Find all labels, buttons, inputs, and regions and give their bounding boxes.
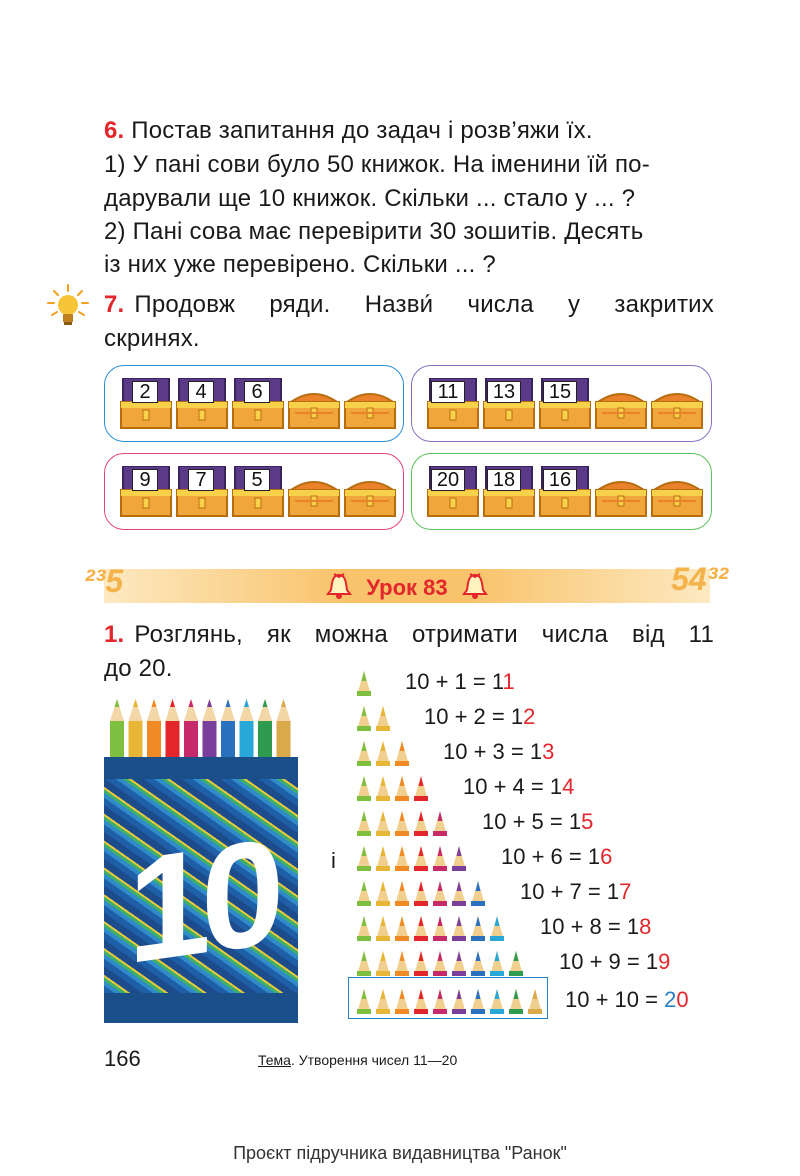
- pencil-icon: [357, 916, 371, 941]
- equation-ones-digit: 1: [502, 669, 515, 694]
- task1-text: Розглянь, як можна отримати числа від 11: [134, 621, 714, 648]
- chest-number: 4: [188, 381, 214, 403]
- pencil-icon: [376, 951, 390, 976]
- equation-ones-digit: 0: [676, 987, 689, 1012]
- pencil-icon: [395, 741, 409, 766]
- lesson-banner: [84, 561, 728, 603]
- box-pencil: [147, 699, 161, 765]
- open-chest: [426, 466, 480, 518]
- pencil-icon: [395, 916, 409, 941]
- open-chest: [119, 466, 173, 518]
- chest-number: 5: [244, 469, 270, 491]
- pencil-icon: [452, 846, 466, 871]
- pencil-row: [356, 667, 379, 697]
- open-chest: [175, 378, 229, 430]
- pencil-icon: [357, 671, 371, 696]
- box-pencil: [166, 699, 180, 765]
- closed-chest: [650, 378, 704, 430]
- pencil-icon: [395, 776, 409, 801]
- pencil-icon: [433, 846, 447, 871]
- pencil-icon: [490, 916, 504, 941]
- box-pencil: [129, 699, 143, 765]
- equation-ones-digit: 6: [600, 844, 613, 869]
- equation-ones-digit: 3: [542, 739, 555, 764]
- pencil-icon: [433, 811, 447, 836]
- pencil-icon: [471, 951, 485, 976]
- pencil-icon: [376, 811, 390, 836]
- equation: [443, 739, 554, 765]
- bell-icon: [462, 572, 488, 600]
- closed-chest: [594, 466, 648, 518]
- equation-text: 10 + 6 = 1: [501, 844, 601, 869]
- equation-ones-digit: 8: [639, 914, 652, 939]
- chest-group: [411, 453, 712, 530]
- chest-number: 15: [543, 381, 577, 403]
- pencil-icon: [471, 881, 485, 906]
- equation-tens-digit: 2: [664, 987, 677, 1012]
- equation-text: 10 + 3 = 1: [443, 739, 543, 764]
- pencil-icon: [433, 951, 447, 976]
- chest-number: 2: [132, 381, 158, 403]
- box-pencil: [221, 699, 235, 765]
- chest-group: [411, 365, 712, 442]
- chest-number: 18: [487, 469, 521, 491]
- pencil-icon: [414, 916, 428, 941]
- pencil-row: [356, 877, 493, 907]
- pencil-icon: [376, 881, 390, 906]
- topic-text: . Утворення чисел 11—20: [290, 1052, 458, 1068]
- task6-problem1-line1: 1) У пані сови було 50 книжок. На іменини їй по-: [104, 151, 650, 178]
- open-chest: [426, 378, 480, 430]
- publisher-text: Проєкт підручника видавництва "Ранок": [233, 1143, 567, 1163]
- pencil-icon: [452, 916, 466, 941]
- pencil-row: [356, 912, 512, 942]
- pencil-icon: [414, 846, 428, 871]
- equation-ones-digit: 7: [619, 879, 632, 904]
- pencil-icon: [357, 741, 371, 766]
- equation-ones-digit: 2: [523, 704, 536, 729]
- pencil-box: [104, 695, 298, 1023]
- pencil-icon: [357, 706, 371, 731]
- box-pencil: [277, 699, 291, 765]
- chest-number: 6: [244, 381, 270, 403]
- page-number: 166: [104, 1046, 141, 1071]
- closed-chest: [594, 378, 648, 430]
- chest-group: [104, 365, 404, 442]
- box-pencil: [110, 699, 124, 765]
- banner-left-deco: ²³5: [84, 563, 124, 599]
- task6-number: 6.: [104, 117, 125, 144]
- pencil-row: [356, 702, 398, 732]
- open-chest: [538, 378, 592, 430]
- equation-ones-digit: 5: [581, 809, 594, 834]
- task1-number: 1.: [104, 621, 125, 648]
- open-chest: [175, 466, 229, 518]
- equation: [559, 949, 670, 975]
- chest-group: [104, 453, 404, 530]
- chest-number: 11: [431, 381, 465, 403]
- pencil-row: [356, 772, 436, 802]
- equation-text: 10 + 1 = 1: [405, 669, 503, 694]
- chest-number: 7: [188, 469, 214, 491]
- open-chest: [538, 466, 592, 518]
- equation-text: 10 + 7 = 1: [520, 879, 620, 904]
- task7-text: Продовж ряди. Назви́ числа у закритих: [134, 291, 714, 318]
- pencil-icon: [414, 776, 428, 801]
- pencil-icon: [414, 881, 428, 906]
- task6-problem2-line1: 2) Пані сова має перевірити 30 зошитів. Десять: [104, 218, 644, 245]
- closed-chest: [287, 466, 341, 518]
- pencil-icon: [395, 811, 409, 836]
- banner-right-deco: 54³²: [671, 561, 728, 597]
- pencil-row: [356, 842, 474, 872]
- open-chest: [482, 466, 536, 518]
- pencil-icon: [376, 741, 390, 766]
- box-pencil: [184, 699, 198, 765]
- pencil-icon: [395, 951, 409, 976]
- open-chest: [119, 378, 173, 430]
- task7-line2: скринях.: [104, 325, 200, 352]
- task1-line2: до 20.: [104, 655, 173, 682]
- equation: [405, 669, 515, 695]
- pencil-icon: [357, 951, 371, 976]
- equation-text: 10 + 5 = 1: [482, 809, 582, 834]
- open-chest: [231, 466, 285, 518]
- task6-problem2-line2: із них уже перевірено. Скільки ... ?: [104, 251, 496, 278]
- equation: [424, 704, 535, 730]
- closed-chest: [343, 466, 397, 518]
- pencil-row: [356, 947, 531, 977]
- pencil-icon: [376, 706, 390, 731]
- box-number: 10: [127, 806, 275, 996]
- box-pencil: [258, 699, 272, 765]
- equation-text: 10 + 2 = 1: [424, 704, 524, 729]
- box-pencils: [104, 695, 298, 765]
- task7-line1: [104, 291, 714, 319]
- equation: [463, 774, 574, 800]
- pencil-icon: [414, 951, 428, 976]
- equation: [565, 987, 689, 1013]
- and-word: і: [331, 848, 336, 873]
- topic-label: Тема: [258, 1052, 291, 1068]
- equation: [482, 809, 593, 835]
- lesson-title: Урок 83: [366, 575, 448, 600]
- closed-chest: [343, 378, 397, 430]
- pencil-icon: [452, 881, 466, 906]
- pencil-icon: [376, 846, 390, 871]
- pencil-icon: [452, 951, 466, 976]
- equation-text: 10 + 4 = 1: [463, 774, 563, 799]
- pencil-icon: [357, 811, 371, 836]
- chest-number: 16: [543, 469, 577, 491]
- equation-text: 10 + 8 = 1: [540, 914, 640, 939]
- box-pencil: [203, 699, 217, 765]
- pencil-icon: [414, 811, 428, 836]
- pencil-icon: [376, 916, 390, 941]
- equation: [540, 914, 651, 940]
- equation: [520, 879, 631, 905]
- bell-icon: [326, 572, 352, 600]
- task6-problem1-line2: дарували ще 10 книжок. Скільки ... стало у ... ?: [104, 185, 636, 212]
- pencil-icon: [509, 951, 523, 976]
- equation-ones-digit: 9: [658, 949, 671, 974]
- task6-title-text: Постав запитання до задач і розв’яжи їх.: [131, 117, 593, 144]
- task6-title: [104, 117, 593, 145]
- closed-chest: [650, 466, 704, 518]
- equation-text: 10 + 9 = 1: [559, 949, 659, 974]
- pencil-icon: [490, 951, 504, 976]
- pencil-icon: [395, 881, 409, 906]
- box-body: [104, 757, 298, 1023]
- lightbulb-icon: [44, 283, 96, 329]
- pencil-icon: [357, 846, 371, 871]
- chest-number: 13: [487, 381, 521, 403]
- pencil-icon: [357, 776, 371, 801]
- pencil-icon: [395, 846, 409, 871]
- open-chest: [231, 378, 285, 430]
- closed-chest: [287, 378, 341, 430]
- task7-number: 7.: [104, 291, 125, 318]
- open-chest: [482, 378, 536, 430]
- chest-number: 9: [132, 469, 158, 491]
- pencil-row: [356, 807, 455, 837]
- chest-number: 20: [431, 469, 465, 491]
- equation-ones-digit: 4: [562, 774, 575, 799]
- box-pencil: [240, 699, 254, 765]
- highlight-box: [348, 977, 548, 1019]
- equation: [501, 844, 612, 870]
- pencil-icon: [433, 916, 447, 941]
- pencil-row: [356, 737, 417, 767]
- topic-line: [258, 1052, 457, 1068]
- pencil-icon: [357, 881, 371, 906]
- pencil-icon: [376, 776, 390, 801]
- task1-line1: [104, 621, 714, 649]
- pencil-icon: [433, 881, 447, 906]
- equation-text: 10 + 10 =: [565, 987, 665, 1012]
- pencil-icon: [471, 916, 485, 941]
